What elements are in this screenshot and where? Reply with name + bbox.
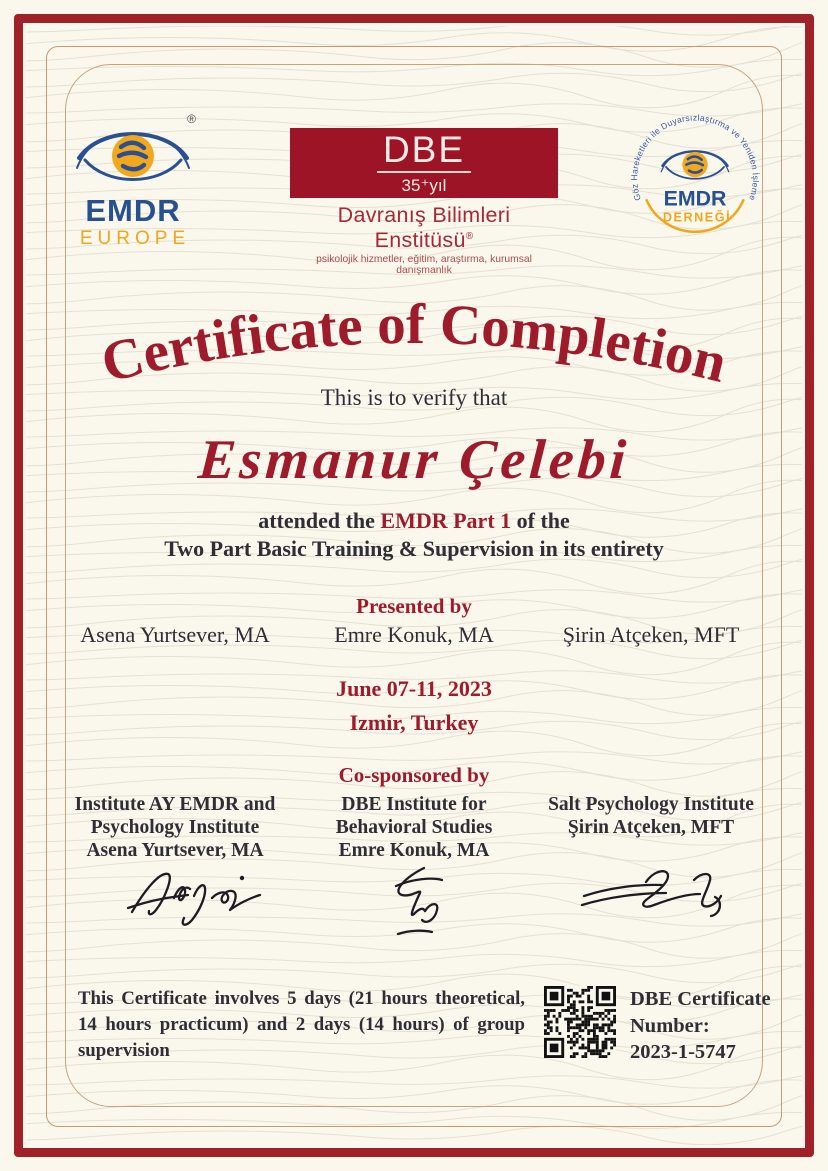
presenter-name: Emre Konuk, MA: [334, 622, 494, 647]
certificate-description: This Certificate involves 5 days (21 hours theoretical, 14 hours practicum) and 2 days (14 hours) of group supervision: [78, 988, 525, 1061]
presenter-2: [334, 622, 493, 648]
sponsor-line: Psychology Institute: [90, 817, 260, 838]
event-date: June 07-11, 2023: [336, 676, 492, 701]
registered-mark: ®: [465, 230, 474, 242]
sponsor-line: Asena Yurtsever, MA: [86, 840, 264, 861]
dbe-logo: [290, 128, 558, 276]
certificate-number-block: [630, 986, 771, 1066]
sponsor-2: [336, 793, 493, 862]
dbe-red-box: [290, 128, 558, 198]
dernegi-wordmark: EMDR: [663, 186, 727, 211]
cosponsored-heading: Co-sponsored by: [338, 763, 490, 787]
registered-mark: ®: [187, 112, 196, 126]
attended-prefix: attended the: [258, 508, 381, 533]
sponsor-line: DBE Institute for: [341, 794, 487, 815]
recipient-name: Esmanur Çelebi: [196, 429, 632, 491]
cert-number-label-1: DBE Certificate: [630, 988, 771, 1010]
emdr-europe-subtitle: EUROPE: [79, 227, 191, 249]
svg-text:Certificate of Completion: [95, 293, 732, 395]
emdr-eye-icon: [661, 151, 729, 178]
sponsor-line: Emre Konuk, MA: [338, 840, 490, 861]
sponsor-3: [548, 793, 754, 839]
signature-asena: [118, 858, 288, 938]
emdr-europe-wordmark: EMDR: [85, 193, 181, 228]
emdr-eye-icon: [72, 116, 194, 190]
sponsor-1: [75, 793, 276, 862]
verify-line: This is to verify that: [320, 385, 508, 410]
attended-line-2: Two Part Basic Training & Supervision in its entirety: [164, 536, 664, 561]
sponsor-line: Behavioral Studies: [335, 817, 493, 838]
sponsor-line: Institute AY EMDR and: [74, 794, 276, 815]
certificate-title-text: Certificate of Completion: [95, 292, 733, 395]
presenter-name: Asena Yurtsever, MA: [80, 622, 270, 647]
attended-highlight: EMDR Part 1: [380, 508, 512, 533]
emdr-europe-logo: [68, 112, 198, 249]
attended-line-1: [0, 508, 828, 534]
presenter-3: [563, 622, 740, 648]
signature-sirin: [576, 862, 736, 928]
dbe-years: 35⁺yıl: [401, 175, 447, 195]
sponsor-line: Şirin Atçeken, MFT: [567, 817, 735, 838]
dbe-abbr: DBE: [377, 131, 471, 173]
presented-by-heading: Presented by: [356, 594, 472, 618]
presenter-1: [80, 622, 270, 648]
emdr-dernegi-logo: [628, 112, 762, 246]
dernegi-subtitle: DERNEĞİ: [662, 210, 732, 225]
event-location: Izmir, Turkey: [349, 710, 479, 735]
cert-number-value: 2023-1-5747: [630, 1041, 736, 1064]
dernegi-circle-text: Göz Hareketleri ile Duyarsızlaştırma ve Yeniden İşleme: [629, 112, 761, 203]
dbe-name-text: Davranış Bilimleri Enstitüsü: [337, 203, 511, 252]
signature-emre: [358, 862, 470, 947]
dbe-tagline: psikolojik hizmetler, eğitim, araştırma, kurumsal danışmanlık: [316, 254, 532, 276]
cert-number-label-2: Number:: [630, 1014, 710, 1037]
qr-code: [544, 986, 616, 1058]
dbe-institute-name: [290, 203, 558, 253]
attended-suffix: of the: [511, 508, 570, 533]
presenter-name: Şirin Atçeken, MFT: [562, 622, 740, 647]
sponsor-line: Salt Psychology Institute: [548, 794, 754, 815]
